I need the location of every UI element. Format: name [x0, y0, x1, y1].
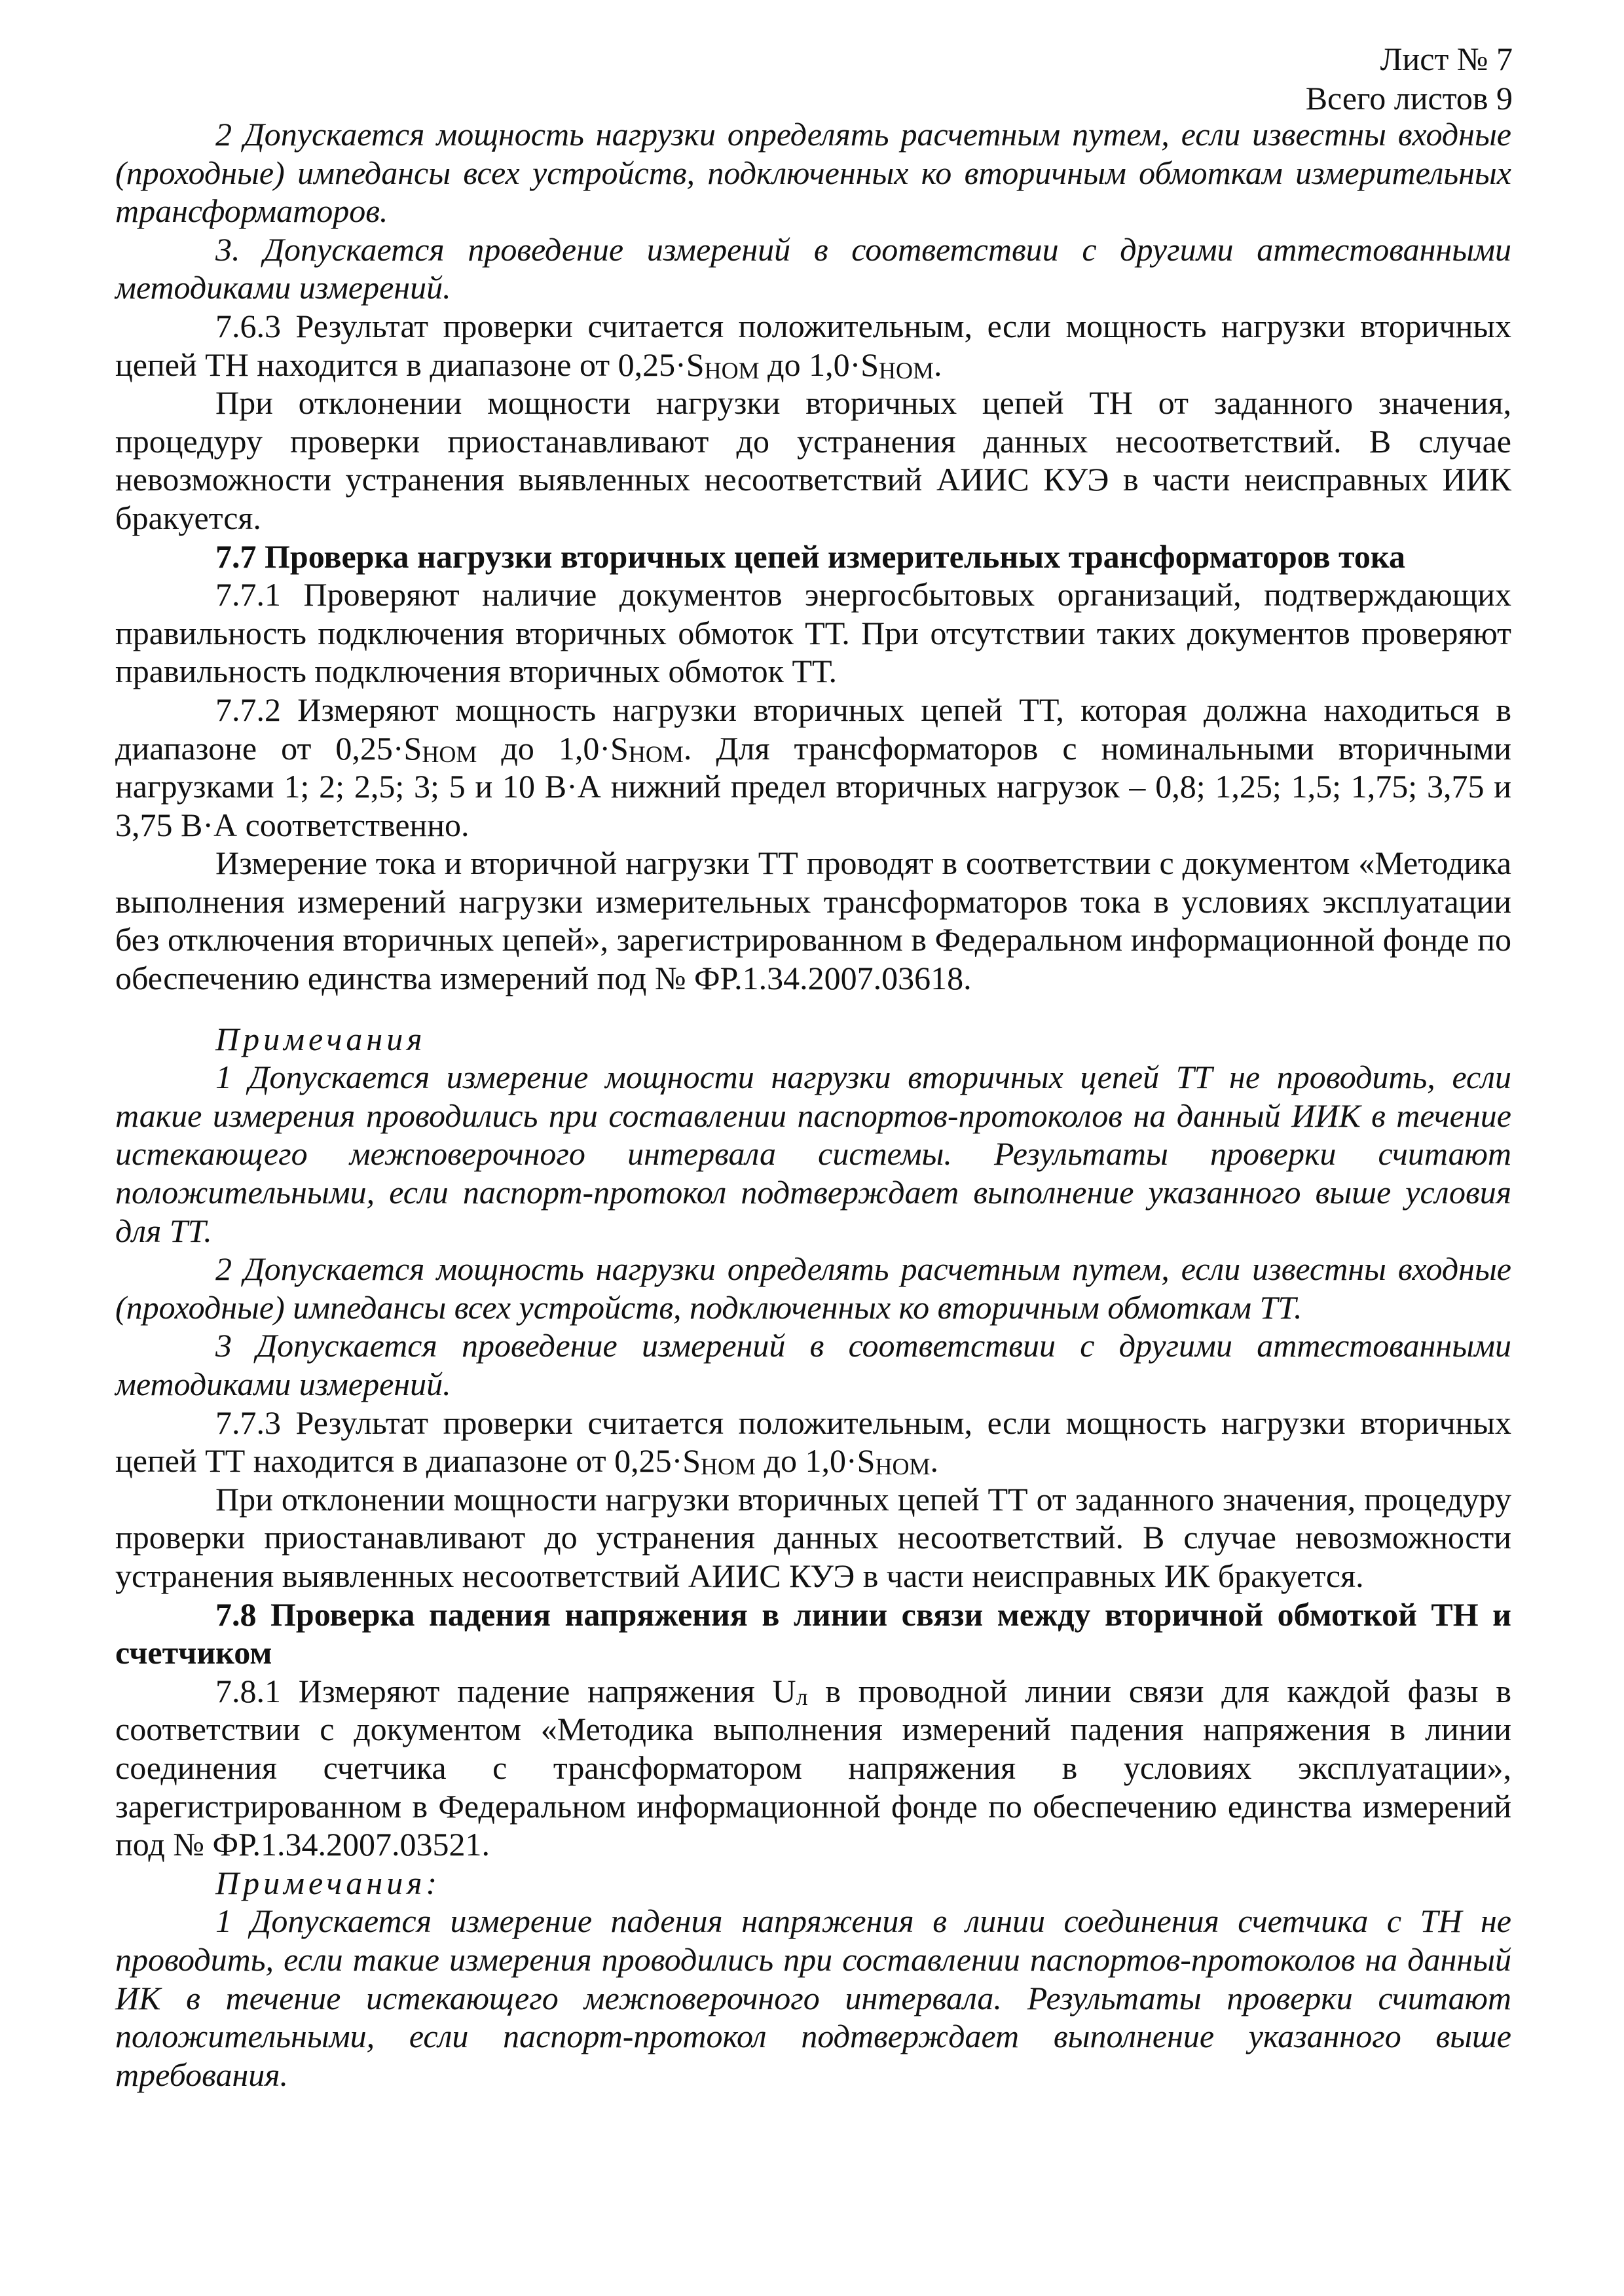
section-7-7-title: 7.7 Проверка нагрузки вторичных цепей измерительных трансформаторов тока: [215, 538, 1405, 575]
page-header: [1306, 39, 1513, 118]
total-sheets: Всего листов 9: [1305, 80, 1513, 117]
paragraph-measurement-tt: Измерение тока и вторичной нагрузки ТТ проводят в соответствии с документом «Методика выполнения измерений нагрузки измерительных трансформаторов тока в условиях эксплуатации без отключения вторичных цепей», зарегистрированном в Федеральном информационной фонде по обеспечению единства измерений под № ФР.1.34.2007.03618.: [115, 845, 1511, 997]
prev-note-3: 3. Допускается проведение измерений в соответствии с другими аттестованными методиками измерений.: [115, 230, 1511, 306]
notes-title-7-7: Примечания: [215, 1020, 426, 1057]
note-7-8-1: 1 Допускается измерение падения напряжения в линии соединения счетчика с ТН не проводить, если такие измерения проводились при составлении паспортов-протоколов на данный ИК в течение истекающего межповерочного интервала. Результаты проверки считают положительными, если паспорт-протокол подтверждает выполнение указанного выше требования.: [115, 1903, 1511, 2093]
prev-note-2: 2 Допускается мощность нагрузки определять расчетным путем, если известны входные (проходные) импедансы всех устройств, подключенных ко вторичным обмоткам измерительных трансформаторов.: [115, 116, 1511, 230]
paragraph-7-7-2: 7.7.2 Измеряют мощность нагрузки вторичных цепей ТТ, которая должна находиться в диапазоне от $0,25\cdot S_{НОМ}$ до $1,0\cdot S_{НОМ}$. Для трансформаторов с номинальными вторичными нагрузками 1; 2; 2,5; 3; 5 и 10 В·А нижний предел вторичных нагрузок – 0,8; 1,25; 1,5; 1,75; 3,75 и 3,75 В·А соответственно.: [115, 691, 1512, 843]
note-7-7-3: 3 Допускается проведение измерений в соответствии с другими аттестованными методиками измерений.: [115, 1327, 1511, 1402]
note-7-7-1: 1 Допускается измерение мощности нагрузки вторичных цепей ТТ не проводить, если такие измерения проводились при составлении паспортов-протоколов на данный ИИК в течение истекающего межповерочного интервала системы. Результаты проверки считают положительными, если паспорт-протокол подтверждает выполнение указанного выше условия для ТТ.: [115, 1059, 1511, 1249]
paragraph-7-7-3: 7.7.3 Результат проверки считается положительным, если мощность нагрузки вторичных цепей ТТ находится в диапазоне от $0,25\cdot S_{НОМ}$ до $1,0\cdot S_{НОМ}$.: [115, 1404, 1511, 1480]
paragraph-7-6-3-deviation: При отклонении мощности нагрузки вторичных цепей ТН от заданного значения, процедуру проверки приостанавливают до устранения данных несоответствий. В случае невозможности устранения выявленных несоответствий АИИС КУЭ в части неисправных ИИК бракуется.: [115, 384, 1511, 536]
document-body: [115, 115, 1511, 2094]
paragraph-7-7-3-deviation: При отклонении мощности нагрузки вторичных цепей ТТ от заданного значения, процедуру проверки приостанавливают до устранения данных несоответствий. В случае невозможности устранения выявленных несоответствий АИИС КУЭ в части неисправных ИК бракуется.: [115, 1480, 1511, 1594]
section-7-8-title: 7.8 Проверка падения напряжения в линии связи между вторичной обмоткой ТН и счетчиком: [115, 1595, 1511, 1671]
notes-title-7-8: Примечания:: [215, 1864, 441, 1901]
note-7-7-2: 2 Допускается мощность нагрузки определять расчетным путем, если известны входные (проходные) импедансы всех устройств, подключенных ко вторичным обмоткам ТТ.: [115, 1250, 1511, 1326]
paragraph-7-7-1: 7.7.1 Проверяют наличие документов энергосбытовых организаций, подтверждающих правильность подключения вторичных обмоток ТТ. При отсутствии таких документов проверяют правильность подключения вторичных обмоток ТТ.: [115, 576, 1511, 690]
paragraph-7-8-1: 7.8.1 Измеряют падение напряжения $U_л$ в проводной линии связи для каждой фазы в соответствии с документом «Методика выполнения измерений падения напряжения в линии соединения счетчика с трансформатором напряжения в условиях эксплуатации», зарегистрированном в Федеральном информационной фонде по обеспечению единства измерений под № ФР.1.34.2007.03521.: [115, 1672, 1511, 1863]
sheet-number: Лист № 7: [1380, 41, 1513, 77]
paragraph-7-6-3: 7.6.3 Результат проверки считается положительным, если мощность нагрузки вторичных цепей ТН находится в диапазоне от $0,25\cdot S_{НОМ}$ до $1,0\cdot S_{НОМ}$.: [115, 307, 1511, 384]
